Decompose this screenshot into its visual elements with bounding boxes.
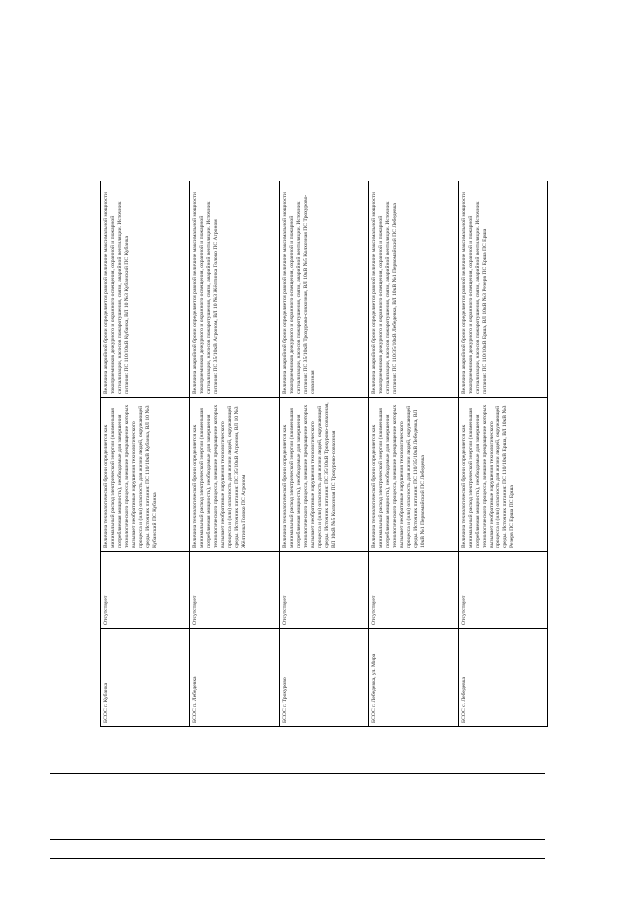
emergency-armor-cell: Величина аварийной брони определяется равной величине максимальной мощности токоприемников дежурного и охранного освещения, охранной и пожарной сигнализации, насосов пожаротушения, связи, аварийной вентиляции. Источник питания: ПС 110/10кВ Кубанка, ВЛ 10 №3 Кубанский ПС Кубанка xyxy=(101,181,190,398)
divider-line xyxy=(50,773,545,774)
status-cell: Отсутствует xyxy=(458,552,547,629)
technological-armor-cell: Величина технологической брони определяется как минимальный расход электрической энергии (наименьшая потребляемая мощность), необходимые для завершения технологического процесса, внешние прекращение которых вызывает необратимые нарушения технологического процесса и (или) опасность для жизни людей, окружающей среды. Источник питания: ПС 35/10кВ Агроном, ВЛ 10 №3 Жёлтинка Голоко ПС Агроном xyxy=(190,398,279,552)
status-cell: Отсутствует xyxy=(369,552,458,629)
facility-name: БСОС г. Лебедевка, ул. Мира xyxy=(369,629,458,727)
status-cell: Отсутствует xyxy=(101,552,190,629)
divider-line xyxy=(50,839,545,840)
technological-armor-cell: Величина технологической брони определяется как минимальный расход электрической энергии (наименьшая потребляемая мощность), необходимые для завершения технологического процесса, внешние прекращение которых вызывает необратимые нарушения технологического процесса и (или) опасность для жизни людей, окружающей среды. Источник питания: ПС 110/35/10кВ Лебедевка, ВЛ 10кВ №1 Первомайский ПС Лебедевка xyxy=(369,398,458,552)
emergency-armor-cell: Величина аварийной брони определяется равной величине максимальной мощности токоприемников дежурного и охранного освещения, охранной и пожарной сигнализации, насосов пожаротушения, связи, аварийной вентиляции. Источник питания: ПС 110/35/10кВ Лебедевка, ВЛ 10кВ №1 Первомайский ПС Лебедевка xyxy=(369,181,458,398)
facility-name: БСОС п. Лебедевка xyxy=(190,629,279,727)
facility-name: БСОС г. Кубанка xyxy=(101,629,190,727)
emergency-armor-cell: Величина аварийной брони определяется равной величине максимальной мощности токоприемников дежурного и охранного освещения, охранной и пожарной сигнализации, насосов пожаротушения, связи, аварийной вентиляции. Источник питания: ПС 35/10кВ Трохурово-совхозная, ВЛ 10кВ №5 Колхозная ПС Трохурово-совхозная xyxy=(279,181,368,398)
status-cell: Отсутствует xyxy=(279,552,368,629)
technological-armor-cell: Величина технологической брони определяется как минимальный расход электрической энергии (наименьшая потребляемая мощность), необходимые для завершения технологического процесса, внешние прекращение которых вызывает необратимые нарушения технологического процесса и (или) опасность для жизни людей, окружающей среды. Источник питания: ПС 110/10кВ Ерша, ВЛ 10кВ №3 Резерв ПС Ерша ПС Ерша xyxy=(458,398,547,552)
table-row xyxy=(101,181,190,727)
divider-line xyxy=(50,858,545,859)
technological-armor-cell: Величина технологической брони определяется как минимальный расход электрической энергии (наименьшая потребляемая мощность), необходимые для завершения технологического процесса, внешние прекращение которых вызывает необратимые нарушения технологического процесса и (или) опасность для жизни людей, окружающей среды. Источник питания: ПС 35/10кВ Трохурово-совхозная, ВЛ 10кВ №5 Колхозная ПС Трохурово-совхозная xyxy=(279,398,368,552)
emergency-armor-cell: Величина аварийной брони определяется равной величине максимальной мощности токоприемников дежурного и охранного освещения, охранной и пожарной сигнализации, насосов пожаротушения, связи, аварийной вентиляции. Источник питания: ПС 35/10кВ Агроном, ВЛ 10 №3 Жёлтинка Голоко ПС Агроном xyxy=(190,181,279,398)
table-row xyxy=(190,181,279,727)
rotated-table-container xyxy=(100,181,548,727)
table-row xyxy=(458,181,547,727)
table-row xyxy=(369,181,458,727)
power-armor-table xyxy=(100,181,548,727)
facility-name: БСОС г. Трохурово xyxy=(279,629,368,727)
table-row xyxy=(279,181,368,727)
status-cell: Отсутствует xyxy=(190,552,279,629)
technological-armor-cell: Величина технологической брони определяется как минимальный расход электрической энергии (наименьшая потребляемая мощность), необходимые для завершения технологического процесса, внешние прекращение которых вызывает необратимые нарушения технологического процесса и (или) опасность для жизни людей, окружающей среды. Источник питания: ПС 110/10кВ Кубанка, ВЛ 10 №3 Кубанский ПС Кубанка xyxy=(101,398,190,552)
facility-name: БСОС с. Лебедевка xyxy=(458,629,547,727)
emergency-armor-cell: Величина аварийной брони определяется равной величине максимальной мощности токоприемников дежурного и охранного освещения, охранной и пожарной сигнализации, насосов пожаротушения, связи, аварийной вентиляции. Источник питания: ПС 110/10кВ Ерша, ВЛ 10кВ №3 Резерв ПС Ерша ПС Ерша xyxy=(458,181,547,398)
